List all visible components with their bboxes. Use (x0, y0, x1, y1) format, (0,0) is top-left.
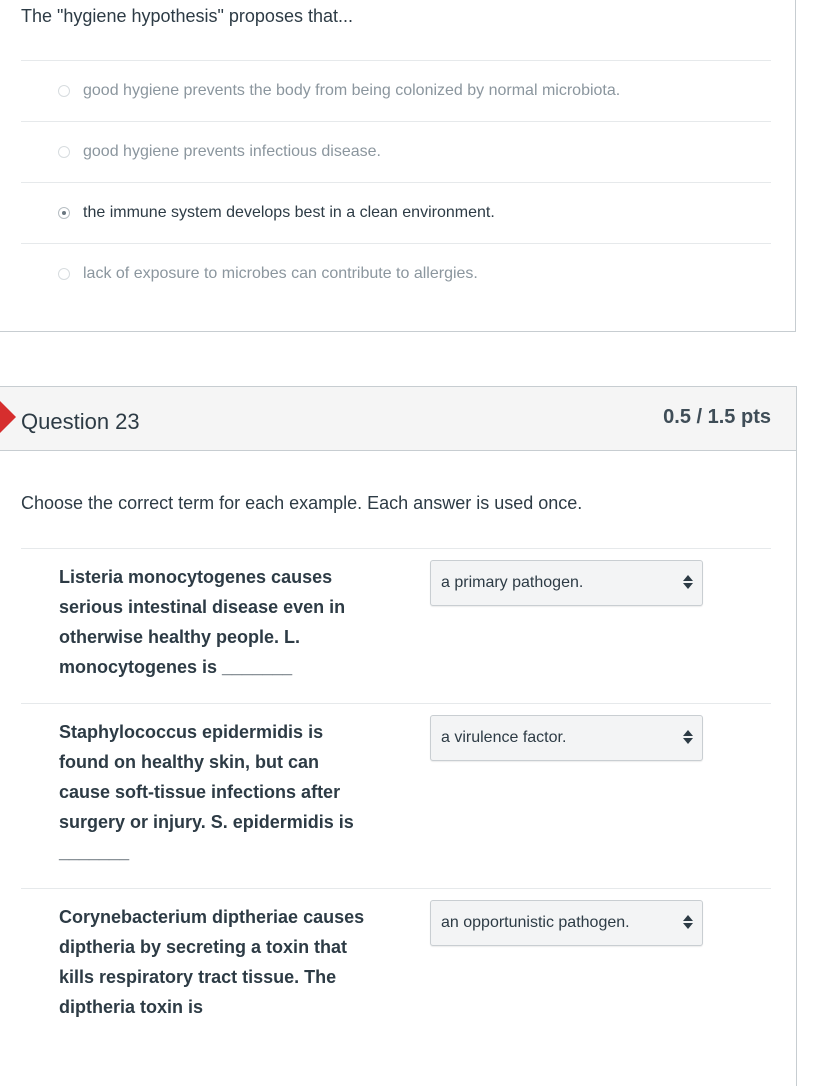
match-row (21, 888, 771, 1068)
match-prompt: Corynebacterium diptheriae causes diptheria by secreting a toxin that kills respiratory tract tissue. The diptheria toxin is (59, 907, 365, 1017)
question-header (0, 387, 796, 451)
match-row (21, 703, 771, 888)
answer-option[interactable] (21, 243, 771, 304)
select-value: a primary pathogen. (441, 574, 584, 591)
answer-label: good hygiene prevents the body from being colonized by normal microbiota. (83, 82, 621, 99)
match-prompt: Staphylococcus epidermidis is found on healthy skin, but can cause soft-tissue infections after surgery or injury. S. epidermidis is _______ (59, 722, 354, 862)
select-arrows-icon (683, 573, 693, 593)
answer-option[interactable] (21, 121, 771, 182)
question-title: Question 23 (21, 409, 140, 434)
answer-select[interactable] (430, 560, 703, 606)
match-row (21, 548, 771, 703)
radio-button[interactable] (58, 146, 70, 158)
answer-label: lack of exposure to microbes can contribute to allergies. (83, 265, 478, 282)
radio-button[interactable] (58, 268, 70, 280)
select-arrows-icon (683, 728, 693, 748)
question-points: 0.5 / 1.5 pts (663, 406, 771, 428)
answer-select[interactable] (430, 900, 703, 946)
answer-label: good hygiene prevents infectious disease. (83, 143, 381, 160)
question-22-prompt: The "hygiene hypothesis" proposes that... (21, 6, 353, 26)
select-arrows-icon (683, 913, 693, 933)
question-23-panel (0, 386, 797, 1086)
radio-button-selected[interactable] (58, 207, 70, 219)
match-prompt: Listeria monocytogenes causes serious intestinal disease even in otherwise healthy people. L. monocytogenes is _______ (59, 567, 346, 677)
answer-option[interactable] (21, 60, 771, 121)
answer-option-selected[interactable] (21, 182, 771, 243)
select-value: an opportunistic pathogen. (441, 914, 630, 931)
question-22-panel (0, 0, 796, 332)
answer-label: the immune system develops best in a clean environment. (83, 204, 495, 221)
question-23-prompt: Choose the correct term for each example. Each answer is used once. (21, 493, 583, 513)
incorrect-flag-icon (0, 401, 16, 433)
radio-button[interactable] (58, 85, 70, 97)
select-value: a virulence factor. (441, 729, 567, 746)
answer-list (21, 60, 771, 304)
answer-select[interactable] (430, 715, 703, 761)
